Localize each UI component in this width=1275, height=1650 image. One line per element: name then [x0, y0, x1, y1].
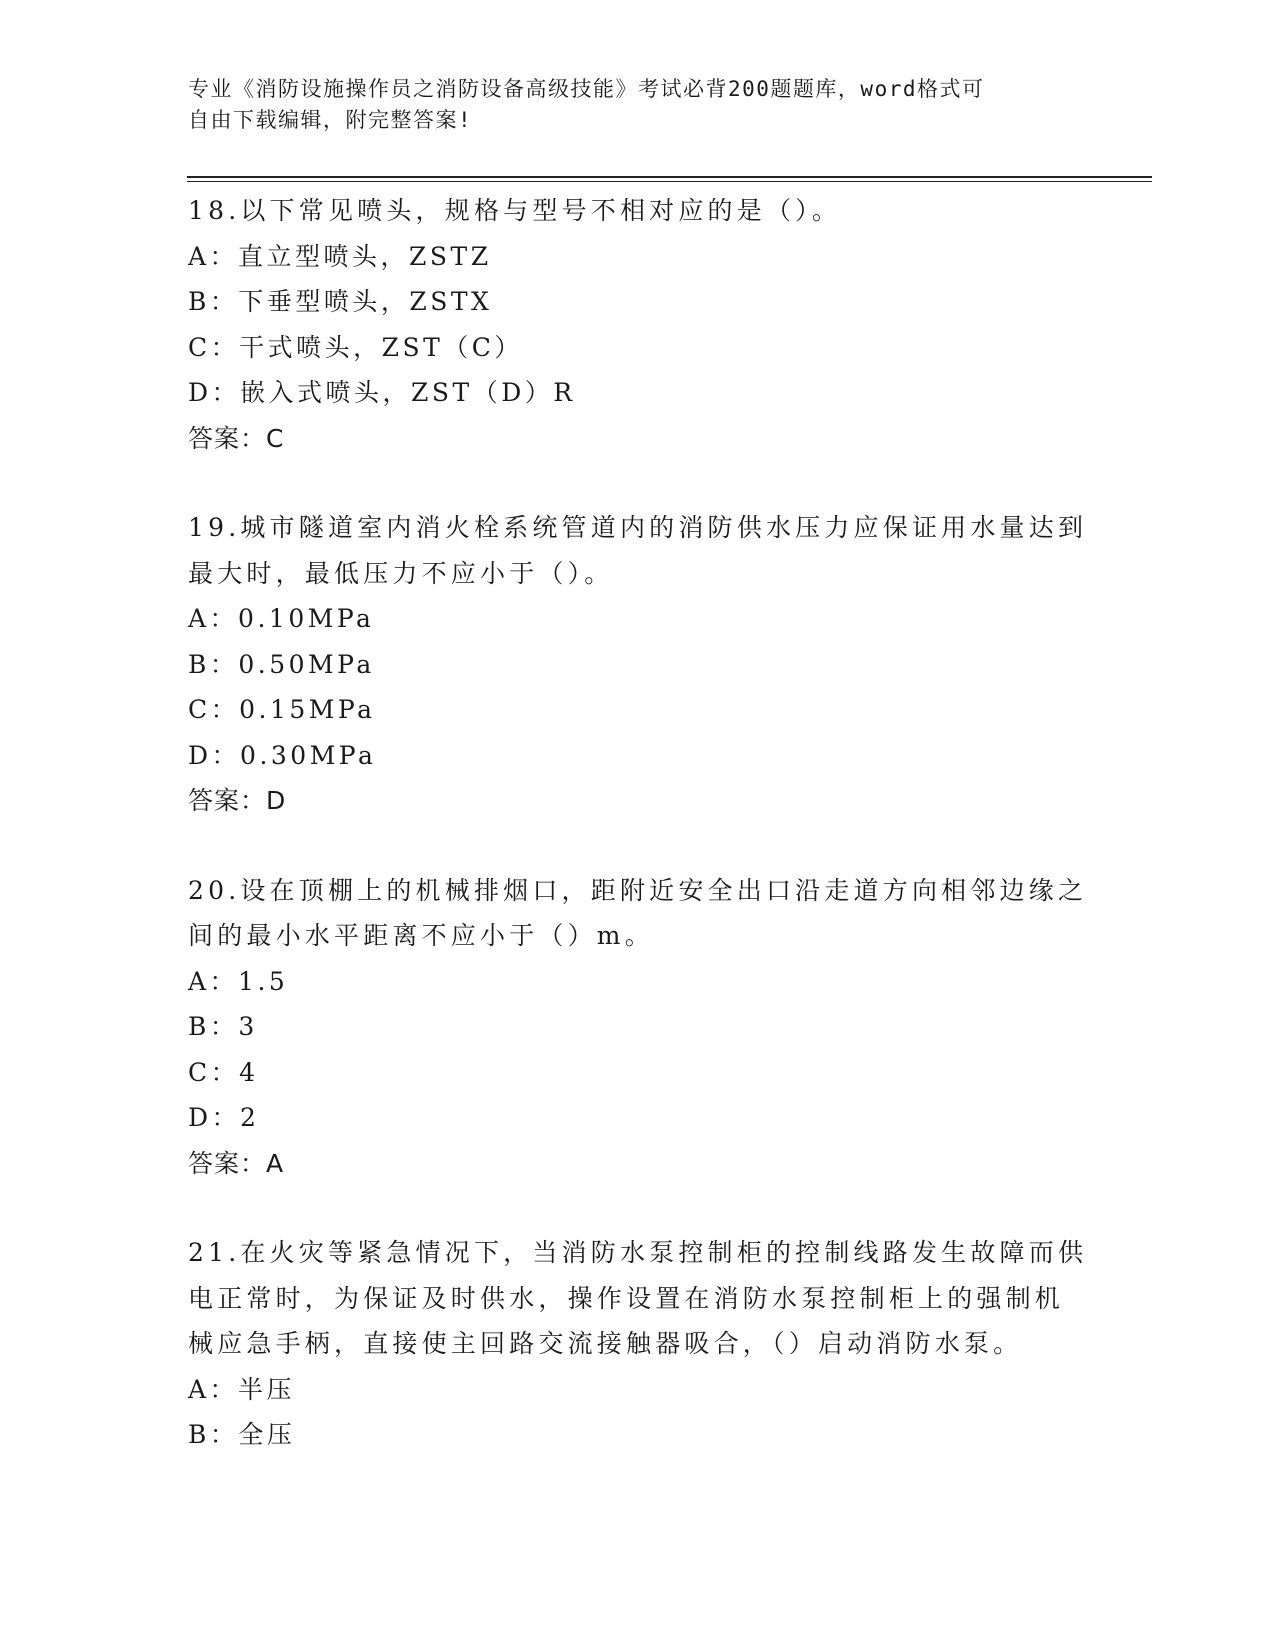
question-stem: 19.城市隧道室内消火栓系统管道内的消防供水压力应保证用水量达到 — [188, 513, 1088, 542]
question-item — [188, 868, 1088, 1187]
option-c: C：4 — [188, 1057, 259, 1087]
option-d: D：嵌入式喷头，ZST（D）R — [188, 378, 576, 407]
question-stem: 18.以下常见喷头，规格与型号不相对应的是（）。 — [188, 196, 842, 225]
header-divider-thin — [187, 181, 1152, 182]
option-b: B：0.50MPa — [188, 649, 375, 679]
question-stem: 械应急手柄，直接使主回路交流接触器吸合，（）启动消防水泵。 — [188, 1329, 1023, 1358]
header-line: 自由下载编辑，附完整答案! — [188, 108, 473, 132]
answer-label: 答案：A — [188, 1148, 285, 1178]
question-item — [188, 505, 1088, 824]
answer-label: 答案：D — [188, 786, 287, 815]
option-a: A：0.10MPa — [188, 604, 375, 633]
option-d: D：2 — [188, 1103, 260, 1132]
question-item — [188, 188, 1088, 461]
document-header — [188, 74, 1088, 136]
header-divider-thick — [187, 176, 1152, 178]
question-stem: 间的最小水平距离不应小于（）m。 — [188, 921, 654, 950]
option-d: D：0.30MPa — [188, 740, 377, 770]
answer-label: 答案：C — [188, 423, 285, 453]
option-b: B：下垂型喷头，ZSTX — [188, 287, 493, 316]
option-b: B：3 — [188, 1012, 258, 1041]
option-a: A：直立型喷头，ZSTZ — [188, 241, 492, 271]
option-a: A：半压 — [188, 1374, 296, 1404]
question-list — [188, 188, 1088, 1502]
question-item — [188, 1230, 1088, 1458]
option-c: C：0.15MPa — [188, 695, 376, 724]
option-a: A：1.5 — [188, 966, 289, 996]
question-stem: 电正常时，为保证及时供水，操作设置在消防水泵控制柜上的强制机 — [188, 1283, 1065, 1313]
option-b: B：全压 — [188, 1420, 296, 1449]
header-line: 专业《消防设施操作员之消防设备高级技能》考试必背200题题库，word格式可 — [188, 77, 985, 101]
question-stem: 20.设在顶棚上的机械排烟口，距附近安全出口沿走道方向相邻边缘之 — [188, 875, 1088, 905]
question-stem: 21.在火灾等紧急情况下，当消防水泵控制柜的控制线路发生故障而供 — [188, 1238, 1088, 1267]
question-stem: 最大时，最低压力不应小于（）。 — [188, 558, 614, 588]
option-c: C：干式喷头，ZST（C） — [188, 332, 523, 362]
